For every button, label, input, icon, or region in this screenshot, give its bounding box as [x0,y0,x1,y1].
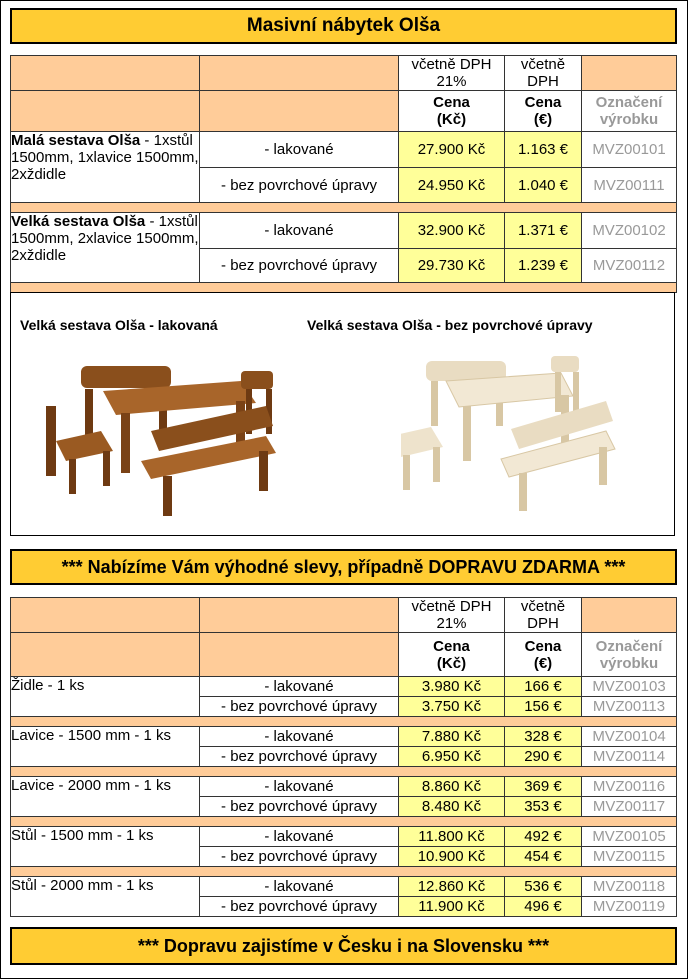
table-row [11,827,677,847]
price-eur-cell: 369 € [505,777,582,797]
untreated-furniture-image [401,351,641,521]
variant-cell: - lakované [200,777,399,797]
page-title: Masivní nábytek Olša [10,8,677,44]
items-price-table [10,597,677,917]
row-separator [11,717,677,727]
product-code-cell: MVZ00114 [582,747,677,767]
price-eur-cell: 1.371 € [505,213,582,249]
product-code-cell: MVZ00103 [582,677,677,697]
table-row [11,727,677,747]
table-row [11,132,677,168]
header-blank-5 [200,91,399,132]
variant-cell: - bez povrchové úpravy [200,249,399,283]
header-price-kc: Cena (Kč) [399,91,505,132]
variant-cell: - lakované [200,132,399,168]
variant-cell: - lakované [200,677,399,697]
header-blank-1 [11,598,200,633]
item-name-cell: Židle - 1 ks [11,677,200,717]
item-name-cell: Lavice - 1500 mm - 1 ks [11,727,200,767]
header-product-code: Označení výrobku [582,91,677,132]
header-blank-5 [200,633,399,677]
variant-cell: - lakované [200,213,399,249]
variant-cell: - bez povrchové úpravy [200,747,399,767]
price-kc-cell: 24.950 Kč [399,168,505,203]
row-separator [11,203,677,213]
header-vat-eur: včetně DPH [505,598,582,633]
row-separator [11,817,677,827]
price-kc-cell: 27.900 Kč [399,132,505,168]
lacquered-furniture-image [41,351,281,521]
price-kc-cell: 3.980 Kč [399,677,505,697]
product-code-cell: MVZ00112 [582,249,677,283]
photo-caption-lacquered: Velká sestava Olša - lakovaná [20,317,218,333]
header-price-eur: Cena (€) [505,91,582,132]
row-separator [11,867,677,877]
header-price-kc: Cena (Kč) [399,633,505,677]
price-eur-cell: 166 € [505,677,582,697]
photo-panel [10,292,675,536]
price-kc-cell: 10.900 Kč [399,847,505,867]
set-name-cell: Velká sestava Olša - 1xstůl 1500mm, 2xlavice 1500mm, 2xždidle [11,213,200,283]
table-row [11,877,677,897]
header-vat-kc: včetně DPH 21% [399,598,505,633]
sets-price-table [10,55,677,293]
table-row [11,213,677,249]
price-eur-cell: 1.040 € [505,168,582,203]
header-blank-3 [582,598,677,633]
price-kc-cell: 32.900 Kč [399,213,505,249]
item-name-cell: Stůl - 1500 mm - 1 ks [11,827,200,867]
header-blank-4 [11,91,200,132]
product-code-cell: MVZ00115 [582,847,677,867]
price-kc-cell: 29.730 Kč [399,249,505,283]
table-row [11,677,677,697]
price-eur-cell: 454 € [505,847,582,867]
product-code-cell: MVZ00102 [582,213,677,249]
price-eur-cell: 290 € [505,747,582,767]
product-code-cell: MVZ00116 [582,777,677,797]
price-kc-cell: 3.750 Kč [399,697,505,717]
variant-cell: - bez povrchové úpravy [200,897,399,917]
price-kc-cell: 11.800 Kč [399,827,505,847]
table-row [11,777,677,797]
price-eur-cell: 1.239 € [505,249,582,283]
product-code-cell: MVZ00104 [582,727,677,747]
price-kc-cell: 11.900 Kč [399,897,505,917]
price-kc-cell: 7.880 Kč [399,727,505,747]
header-vat-kc: včetně DPH 21% [399,56,505,91]
product-code-cell: MVZ00111 [582,168,677,203]
price-eur-cell: 328 € [505,727,582,747]
variant-cell: - lakované [200,877,399,897]
price-eur-cell: 536 € [505,877,582,897]
item-name-cell: Lavice - 2000 mm - 1 ks [11,777,200,817]
variant-cell: - bez povrchové úpravy [200,797,399,817]
row-separator [11,283,677,293]
variant-cell: - bez povrchové úpravy [200,847,399,867]
header-blank-2 [200,598,399,633]
promo-banner: *** Nabízíme Vám výhodné slevy, případně DOPRAVU ZDARMA *** [10,549,677,585]
variant-cell: - bez povrchové úpravy [200,168,399,203]
variant-cell: - lakované [200,827,399,847]
product-code-cell: MVZ00118 [582,877,677,897]
price-eur-cell: 496 € [505,897,582,917]
product-code-cell: MVZ00117 [582,797,677,817]
header-price-eur: Cena (€) [505,633,582,677]
header-product-code: Označení výrobku [582,633,677,677]
variant-cell: - bez povrchové úpravy [200,697,399,717]
header-blank-1 [11,56,200,91]
price-eur-cell: 156 € [505,697,582,717]
price-eur-cell: 353 € [505,797,582,817]
product-code-cell: MVZ00113 [582,697,677,717]
header-blank-3 [582,56,677,91]
product-code-cell: MVZ00105 [582,827,677,847]
set-name-cell: Malá sestava Olša - 1xstůl 1500mm, 1xlavice 1500mm, 2xždidle [11,132,200,203]
header-blank-2 [200,56,399,91]
header-vat-eur: včetně DPH [505,56,582,91]
price-eur-cell: 492 € [505,827,582,847]
price-kc-cell: 8.480 Kč [399,797,505,817]
price-kc-cell: 8.860 Kč [399,777,505,797]
row-separator [11,767,677,777]
header-blank-4 [11,633,200,677]
photo-caption-untreated: Velká sestava Olša - bez povrchové úpravy [307,317,593,333]
price-kc-cell: 12.860 Kč [399,877,505,897]
item-name-cell: Stůl - 2000 mm - 1 ks [11,877,200,917]
product-code-cell: MVZ00101 [582,132,677,168]
price-eur-cell: 1.163 € [505,132,582,168]
shipping-banner: *** Dopravu zajistíme v Česku i na Slovensku *** [10,927,677,965]
price-kc-cell: 6.950 Kč [399,747,505,767]
product-code-cell: MVZ00119 [582,897,677,917]
variant-cell: - lakované [200,727,399,747]
